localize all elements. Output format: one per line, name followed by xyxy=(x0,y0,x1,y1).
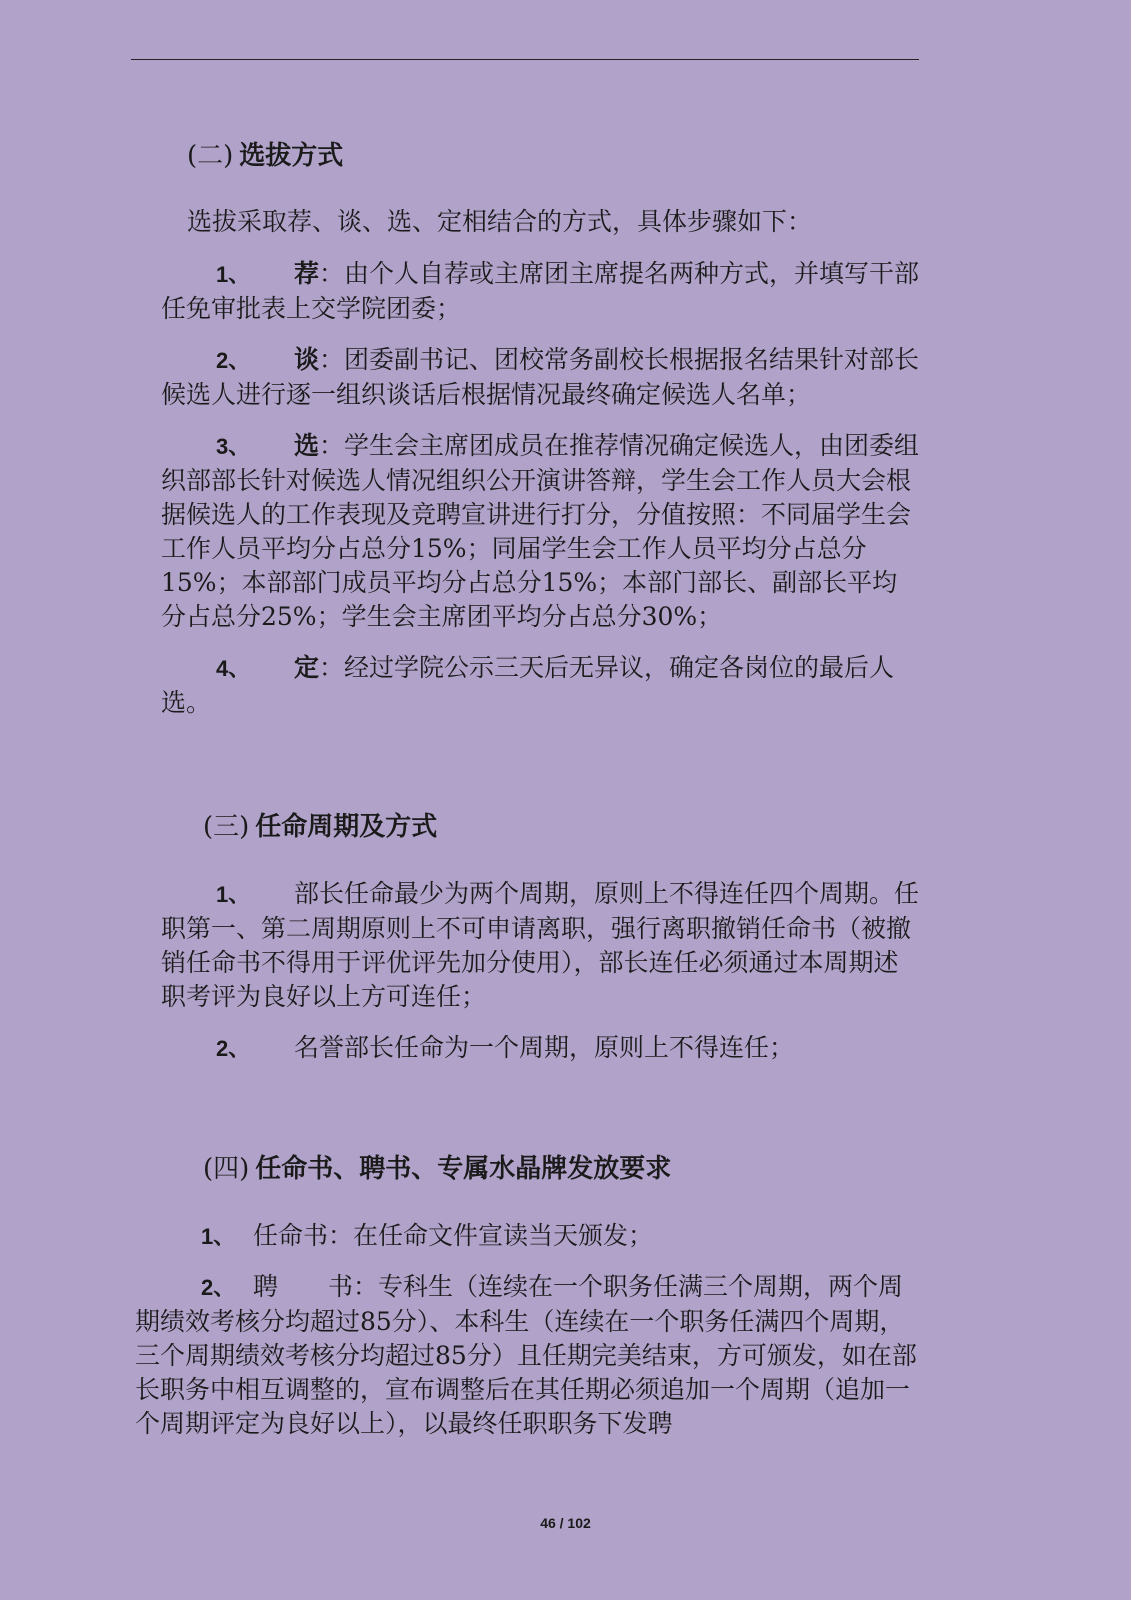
section-title: 任命书、聘书、专属水晶牌发放要求 xyxy=(255,1154,672,1184)
section-heading-certificate-requirements xyxy=(203,1148,671,1185)
item-number: 3、 xyxy=(216,434,251,459)
header-rule xyxy=(131,59,919,60)
item-number: 1、 xyxy=(216,262,251,287)
section-heading-selection-method xyxy=(187,135,343,172)
item-keyword: 定 xyxy=(294,653,320,682)
item-number: 2、 xyxy=(216,1036,251,1061)
item-text: ：学生会主席团成员在推荐情况确定候选人，由团委组织部部长针对候选人情况组织公开演讲答辩，学生会工作人员大会根据候选人的工作表现及竞聘宣讲进行打分，分值按照：不同届学生会工作人员平均分占总分15%；同届学生会工作人员平均分占总分15%；本部部门成员平均分占总分15%；本部门部长、副部长平均分占总分25%；学生会主席团平均分占总分30%； xyxy=(161,431,920,631)
section-number: (四) xyxy=(203,1154,250,1184)
item-text: ：经过学院公示三天后无异议，确定各岗位的最后人选。 xyxy=(161,653,895,717)
list-item xyxy=(161,651,921,720)
list-item xyxy=(135,1219,921,1254)
item-keyword: 选 xyxy=(294,431,320,460)
item-number: 4、 xyxy=(216,656,251,681)
item-number: 2、 xyxy=(216,348,251,373)
section-heading-appointment-cycle xyxy=(203,806,437,843)
page-number: 46 / 102 xyxy=(540,1515,591,1531)
list-item xyxy=(161,429,921,634)
item-number: 2、 xyxy=(201,1275,236,1300)
item-text: 名誉部长任命为一个周期，原则上不得连任； xyxy=(294,1033,795,1062)
item-number: 1、 xyxy=(201,1224,236,1249)
list-item xyxy=(161,877,921,1014)
list-item xyxy=(135,1270,921,1441)
item-text: ：由个人自荐或主席团主席提名两种方式，并填写干部任免审批表上交学院团委； xyxy=(161,259,920,323)
section-number: (三) xyxy=(203,812,250,842)
section-title: 任命周期及方式 xyxy=(255,812,438,842)
section-number: (二) xyxy=(187,141,234,171)
section-intro: 选拔采取荐、谈、选、定相结合的方式，具体步骤如下： xyxy=(187,207,813,236)
item-text: ：团委副书记、团校常务副校长根据报名结果针对部长候选人进行逐一组织谈话后根据情况最终确定候选人名单； xyxy=(161,345,920,409)
item-keyword: 谈 xyxy=(294,345,320,374)
item-keyword: 荐 xyxy=(294,259,320,288)
item-text: 聘 书：专科生（连续在一个职务任满三个周期，两个周期绩效考核分均超过85分）、本科生（连续在一个职务任满四个周期，三个周期绩效考核分均超过85分）且任期完美结束，方可颁发，如在部长职务中相互调整的，宣布调整后在其任期必须追加一个周期（追加一个周期评定为良好以上），以最终任职职务下发聘 xyxy=(135,1272,917,1438)
item-text: 部长任命最少为两个周期，原则上不得连任四个周期。任职第一、第二周期原则上不可申请离职，强行离职撤销任命书（被撤销任命书不得用于评优评先加分使用），部长连任必须通过本周期述职考评为良好以上方可连任； xyxy=(161,879,920,1011)
item-number: 1、 xyxy=(216,882,251,907)
item-text: 任命书：在任命文件宣读当天颁发； xyxy=(253,1221,654,1250)
list-item xyxy=(161,1031,921,1066)
list-item xyxy=(161,343,921,412)
list-item xyxy=(161,257,921,326)
section-title: 选拔方式 xyxy=(239,141,344,171)
